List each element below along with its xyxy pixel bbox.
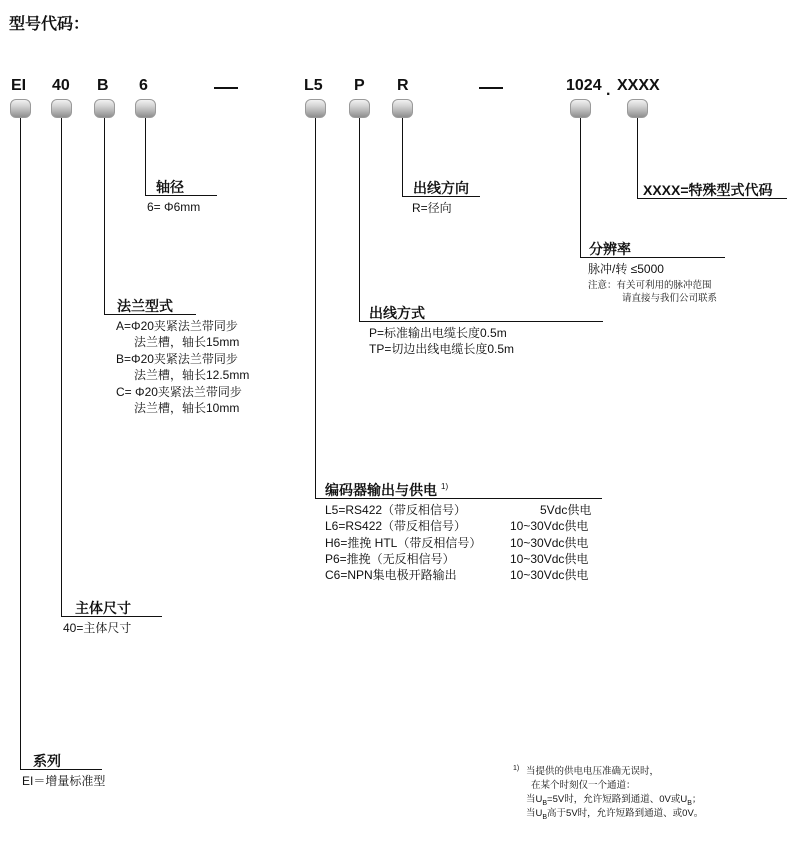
resolution-line-1: 脉冲/转 ≤5000: [588, 262, 664, 276]
footnote-line-3-sub: B: [542, 799, 548, 807]
pill-shaft: [135, 99, 156, 118]
footnote-line-1: 当提供的供电电压准确无误时，: [526, 766, 660, 777]
output-row-3-code: H6=推挽 HTL（带反相信号）: [325, 536, 482, 550]
pill-ei: [10, 99, 31, 118]
series-heading: 系列: [33, 753, 61, 769]
shaft-line-1: 6= Φ6mm: [147, 200, 201, 214]
pill-flange: [94, 99, 115, 118]
pill-special: [627, 99, 648, 118]
shaft-heading: 轴径: [156, 179, 184, 195]
footnote-line-4: [526, 807, 703, 824]
special-heading: XXXX=特殊型式代码: [643, 182, 773, 198]
output-heading-text: 编码器输出与供电: [325, 482, 437, 498]
footnote-line-3-pre: 当U: [526, 794, 543, 805]
output-heading-footnote-mark: 1): [441, 482, 449, 492]
output-heading: [325, 480, 448, 500]
flange-line-6: 法兰槽，轴长10mm: [134, 401, 240, 415]
outlet-heading: 出线方式: [369, 305, 425, 321]
series-line-1: EI＝增量标准型: [22, 774, 106, 788]
flange-line-3: B=Φ20夹紧法兰带同步: [116, 352, 238, 366]
flange-line-5: C= Φ20夹紧法兰带同步: [116, 385, 242, 399]
output-row-1-code: L5=RS422（带反相信号）: [325, 503, 467, 517]
code-special: XXXX: [617, 77, 660, 94]
footnote-line-2: 在某个时刻仅一个通道：: [531, 780, 636, 791]
footnote-line-3-end: ；: [691, 794, 702, 805]
code-size: 40: [52, 77, 70, 94]
resolution-heading: 分辨率: [589, 241, 631, 257]
outlet-line-1: P=标准输出电缆长度0.5m: [369, 326, 507, 340]
resolution-note-2: 请直接与我们公司联系: [622, 293, 718, 304]
footnote-line-4-post: 高于5V时，允许短路到通道、或0V。: [547, 808, 704, 819]
output-row-5-code: C6=NPN集电极开路输出: [325, 568, 457, 582]
code-dot: .: [606, 82, 611, 99]
output-row-5-supply: 10~30Vdc供电: [510, 568, 589, 582]
code-resolution: 1024: [566, 77, 602, 94]
pill-direction: [392, 99, 413, 118]
pill-outlet: [349, 99, 370, 118]
footnote-mark: 1): [513, 765, 520, 772]
leader-series-v: [20, 118, 21, 769]
leader-output-v: [315, 118, 316, 498]
size-line-1: 40=主体尺寸: [63, 621, 132, 635]
code-dash-1: [214, 87, 238, 89]
leader-outlet-v: [359, 118, 360, 321]
leader-shaft-v: [145, 118, 146, 195]
leader-size-v: [61, 118, 62, 616]
flange-line-2: 法兰槽，轴长15mm: [134, 335, 240, 349]
flange-line-1: A=Φ20夹紧法兰带同步: [116, 319, 238, 333]
outlet-line-2: TP=切边出线电缆长度0.5m: [369, 342, 515, 356]
footnote-line-4-pre: 当U: [526, 808, 543, 819]
code-flange: B: [97, 77, 109, 94]
page-title: 型号代码：: [9, 16, 90, 33]
code-direction: R: [397, 77, 409, 94]
pill-resolution: [570, 99, 591, 118]
code-shaft: 6: [139, 77, 148, 94]
direction-line-1: R=径向: [412, 201, 452, 215]
leader-special-v: [637, 118, 638, 198]
footnote-line-3-sub2: B: [687, 799, 692, 807]
code-output: L5: [304, 77, 323, 94]
code-ei: EI: [11, 77, 27, 94]
pill-size: [51, 99, 72, 118]
leader-flange-v: [104, 118, 105, 314]
direction-heading: 出线方向: [413, 180, 469, 196]
flange-heading: 法兰型式: [117, 298, 173, 314]
footnote-line-4-sub: B: [542, 813, 548, 821]
output-row-3-supply: 10~30Vdc供电: [510, 536, 589, 550]
leader-direction-v: [402, 118, 403, 196]
output-row-1-supply: 5Vdc供电: [540, 503, 592, 517]
size-heading: 主体尺寸: [75, 600, 131, 616]
output-row-4-code: P6=推挽（无反相信号）: [325, 552, 455, 566]
footnote-line-3-post: =5V时，允许短路到通道、0V或U: [547, 794, 688, 805]
code-dash-2: [479, 87, 503, 89]
output-row-4-supply: 10~30Vdc供电: [510, 552, 589, 566]
resolution-note-1: 注意：有关可利用的脉冲范围: [588, 280, 712, 291]
output-row-2-supply: 10~30Vdc供电: [510, 519, 589, 533]
pill-output: [305, 99, 326, 118]
flange-line-4: 法兰槽，轴长12.5mm: [134, 368, 250, 382]
output-row-2-code: L6=RS422（带反相信号）: [325, 519, 467, 533]
leader-resolution-v: [580, 118, 581, 257]
code-outlet: P: [354, 77, 365, 94]
